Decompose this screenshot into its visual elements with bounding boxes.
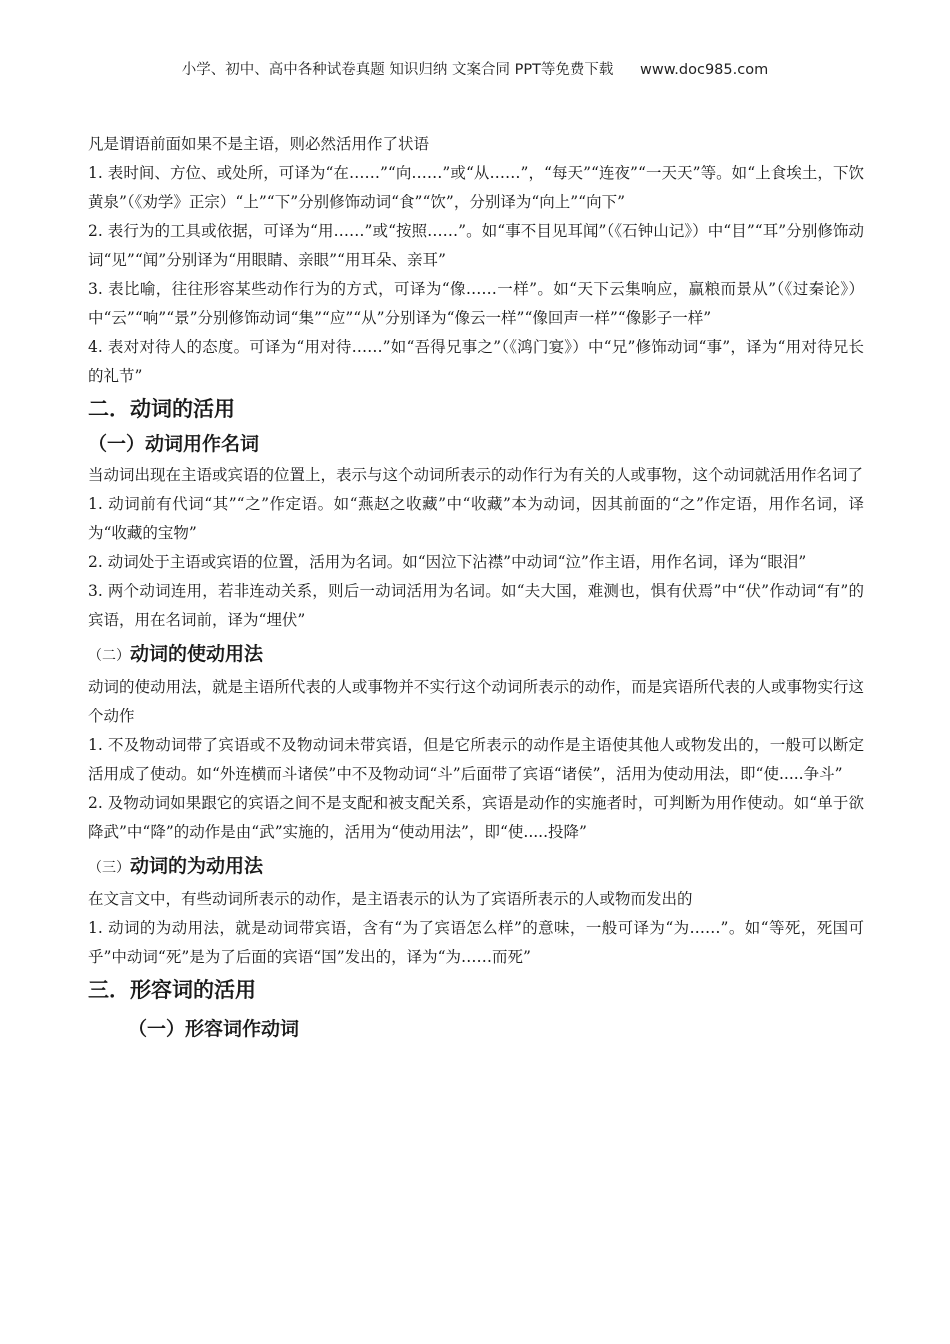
adverbial-point-1: 1. 表时间、方位、或处所，可译为“在……”“向……”或“从……”，“每天”“连夜”“一天天”等。如“上食埃土，下饮黄泉”（《劝学》正宗）“上”“下”分别修饰动词“食”“饮”，分别译为“向上”“向下” bbox=[88, 164, 864, 211]
verb-as-noun-point-3: 3. 两个动词连用，若非连动关系，则后一动词活用为名词。如“夫大国，难测也，惧有伏焉”中“伏”作动词“有”的宾语，用在名词前，译为“埋伏” bbox=[88, 582, 864, 629]
document-body bbox=[88, 130, 864, 1046]
header-site-link[interactable]: www.doc985.com bbox=[640, 62, 769, 78]
subheading-causative bbox=[88, 639, 864, 671]
adverbial-point-2: 2. 表行为的工具或依据，可译为“用……”或“按照……”。如“事不目见耳闻”（《石钟山记》）中“目”“耳”分别修饰动词“见”“闻”分别译为“用眼睛、亲眼”“用耳朵、亲耳” bbox=[88, 222, 864, 269]
subheading-causative-title: 动词的使动用法 bbox=[130, 643, 264, 665]
verb-as-noun-point-1: 1. 动词前有代词“其”“之”作定语。如“燕赵之收藏”中“收藏”本为动词，因其前面的“之”作定语，用作名词，译为“收藏的宝物” bbox=[88, 495, 864, 542]
subheading-adjective-as-verb: （一）形容词作动词 bbox=[128, 1018, 300, 1040]
verb-as-noun-intro: 当动词出现在主语或宾语的位置上，表示与这个动词所表示的动作行为有关的人或事物，这个动词就活用作名词了 bbox=[88, 466, 864, 484]
verb-as-noun-point-2: 2. 动词处于主语或宾语的位置，活用为名词。如“因泣下沾襟”中动词“泣”作主语，用作名词，译为“眼泪” bbox=[88, 553, 807, 571]
causative-intro: 动词的使动用法，就是主语所代表的人或事物并不实行这个动词所表示的动作，而是宾语所代表的人或事物实行这个动作 bbox=[88, 678, 864, 725]
section-heading-verb-usage: 二．动词的活用 bbox=[88, 397, 235, 421]
benefactive-intro: 在文言文中，有些动词所表示的动作，是主语表示的认为了宾语所表示的人或物而发出的 bbox=[88, 890, 693, 908]
subheading-verb-as-noun: （一）动词用作名词 bbox=[88, 433, 260, 455]
causative-point-1: 1. 不及物动词带了宾语或不及物动词未带宾语，但是它所表示的动作是主语使其他人或物发出的，一般可以断定活用成了使动。如“外连横而斗诸侯”中不及物动词“斗”后面带了宾语“诸侯”，活用为使动用法，即“使.....争斗” bbox=[88, 736, 864, 783]
section-heading-adjective-usage: 三．形容词的活用 bbox=[88, 978, 256, 1002]
benefactive-point-1: 1. 动词的为动用法，就是动词带宾语，含有“为了宾语怎么样”的意味，一般可译为“为……”。如“等死，死国可乎”中动词“死”是为了后面的宾语“国”发出的，译为“为……而死” bbox=[88, 919, 864, 966]
subheading-benefactive-title: 动词的为动用法 bbox=[130, 855, 264, 877]
subheading-benefactive-prefix: （三） bbox=[88, 860, 130, 876]
subheading-causative-prefix: （二） bbox=[88, 648, 130, 664]
header-text: 小学、初中、高中各种试卷真题 知识归纳 文案合同 PPT等免费下载 bbox=[181, 62, 614, 78]
adverbial-intro: 凡是谓语前面如果不是主语，则必然活用作了状语 bbox=[88, 135, 430, 153]
page-header bbox=[0, 58, 950, 79]
causative-point-2: 2. 及物动词如果跟它的宾语之间不是支配和被支配关系，宾语是动作的实施者时，可判断为用作使动。如“单于欲降武”中“降”的动作是由“武”实施的，活用为“使动用法”，即“使.....投降” bbox=[88, 794, 864, 841]
adverbial-point-4: 4. 表对对待人的态度。可译为“用对待……”如“吾得兄事之”（《鸿门宴》）中“兄”修饰动词“事”，译为“用对待兄长的礼节” bbox=[88, 338, 864, 385]
subheading-benefactive bbox=[88, 851, 864, 883]
adverbial-point-3: 3. 表比喻，往往形容某些动作行为的方式，可译为“像……一样”。如“天下云集响应，赢粮而景从”（《过秦论》）中“云”“响”“景”分别修饰动词“集”“应”“从”分别译为“像云一样”“像回声一样”“像影子一样” bbox=[88, 280, 864, 327]
